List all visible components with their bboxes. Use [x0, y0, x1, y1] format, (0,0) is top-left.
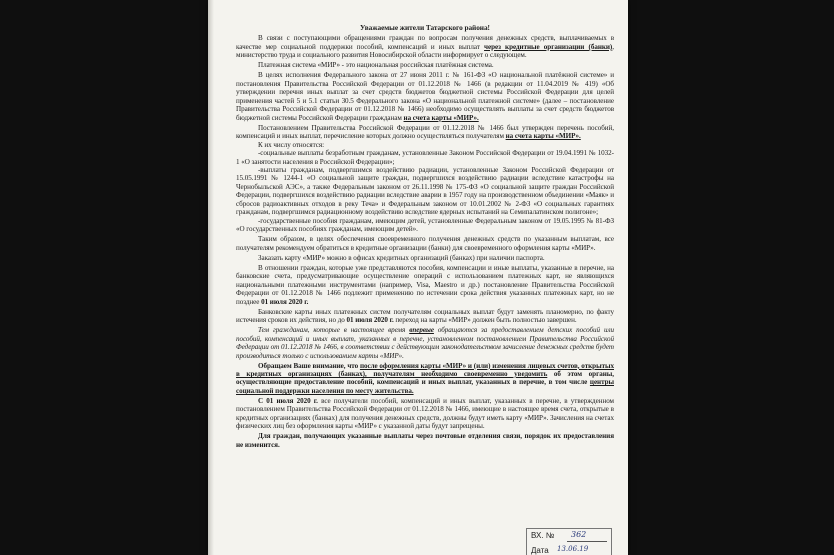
emphasis-notify: после оформления карты «МИР» и (или) изменения лицевых счетов, открытых в кредитных организациях (банках), получателям необходимо своевременно уведомить: [236, 361, 614, 379]
paragraph-order-card: Заказать карту «МИР» можно в офисах кредитных организаций (банках) при наличии паспорта.: [258, 253, 545, 262]
emphasis-mir-accounts: на счета карты «МИР».: [505, 132, 581, 141]
list-item-unemployed: -социальные выплаты безработным гражданам, установленные Законом Российской Федерации от 19.04.1991 № 1032-1 «О занятости населения в Российской Федерации»;: [236, 149, 614, 166]
letter-body: [236, 24, 614, 449]
text: В отношении граждан, которые уже представляются пособия, компенсации и иные выплаты, указанные в перечне, на банковские счета, предусматривающие осуществление операций с использованием платежных карт, не являющихся национальными платежными инструментами (например, Visa, Maestro и др.) постановление Правительства Российской Федерации от 01.12.2018 № 1466 подлежит применению по истечении срока действия указанных платежных карт, но не позднее: [236, 263, 614, 306]
paragraph-recommendation: Таким образом, в целях обеспечения своевременного получения денежных средств по указанным выплатам, все получателям рекомендуем обратиться в кредитные организации (банки) для своевременного оформления карты «МИР».: [236, 235, 614, 252]
text: Тем гражданам, которые в настоящее время: [258, 326, 410, 335]
paragraph-law-basis: [236, 71, 614, 122]
incoming-stamp: [526, 528, 612, 555]
text: переход на карты «МИР» должен быть полностью завершен.: [393, 316, 577, 325]
stamp-number-label: ВХ. №: [531, 531, 555, 540]
list-item-child-benefits: -государственные пособия гражданам, имеющим детей, установленные Федеральным законом от 19.05.1995 № 81-ФЗ «О государственных пособиях гражданам, имеющим детей».: [236, 216, 614, 234]
emphasis-deadline: 01 июля 2020 г.: [346, 316, 394, 325]
emphasis-mir-accounts: на счета карты «МИР».: [403, 113, 479, 122]
paragraph-new-applicants: [236, 326, 614, 360]
paragraph-postal: Для граждан, получающих указанные выплаты через почтовые отделения связи, порядок их предоставления не изменится.: [236, 432, 614, 449]
emphasis-first-time: впервые: [409, 326, 434, 335]
text: Банковские карты иных платежных систем получателям социальных выплат будут заменять планомерно, по факту истечения сроков их действия, но до: [236, 307, 614, 325]
letter-heading: Уважаемые жители Татарского района!: [360, 23, 490, 32]
text: об этом органы, осуществляющие предоставление пособий, компенсаций и иных выплат, указанных в перечне, в том числе: [236, 370, 614, 387]
text: В связи с поступающими обращениями граждан по вопросам получения денежных средств, выплачиваемых в качестве мер социальной поддержки пособий, компенсаций и иных выплат: [236, 34, 614, 51]
emphasis-deadline: С 01 июля 2020 г.: [258, 396, 318, 405]
paragraph-card-replacement: [236, 308, 614, 325]
paragraph-mir-definition: Платежная система «МИР» - это национальная российская платёжная система.: [258, 61, 494, 70]
paragraph-attention: [236, 362, 614, 396]
paragraph-from-july: [236, 397, 614, 431]
stamp-date-label: Дата: [531, 546, 549, 555]
document-page: [208, 0, 628, 555]
text: обращаются за предоставлением детских пособий или пособий, компенсаций и иных выплат, указанных в перечне, установленном постановлением Правительства Российской Федерации от 01.12.2018 № 1466, в соответствии с действующим законодательством зачисление денежных средств будет производиться только с использованием карты «МИР».: [236, 326, 614, 360]
paragraph-resolution: [236, 124, 614, 141]
text: Постановлением Правительства Российской Федерации от 01.12.2018 № 1466 был утвержден перечень пособий, компенсаций и иных выплат, перечисление которых должно осуществляться получателям: [236, 123, 614, 141]
emphasis-social-centers: центры социальной поддержки населения по месту жительства.: [236, 378, 614, 395]
stamp-number-value: 362: [571, 530, 587, 539]
paragraph-existing-cards: [236, 264, 614, 306]
emphasis-deadline: 01 июля 2020 г.: [261, 297, 309, 306]
stamp-date-value: 13.06.19: [557, 545, 589, 553]
text: , министерство труда и социального развития Новосибирской области информирует о следующем.: [236, 42, 614, 60]
text: В целях исполнения Федерального закона от 27 июня 2011 г. № 161-ФЗ «О национальной платёжной системе» и постановления Правительства Российской Федерации от 01.12.2018 № 1466 (в редакции от 11.04.2019 № 419) «Об утверждении перечня иных выплат за счет средств бюджетов бюджетной системы Российской Федерации для целей применения частей 5 и 5.1 статьи 30.5 Федерального закона «О национальной платежной системе» (далее – постановление Правительства Российской Федерации от 01.12.2018 № 1466) необходимо осуществлять выплаты за счет средств бюджетов бюджетной системы Российской Федерации гражданам: [236, 71, 614, 122]
text: все получатели пособий, компенсаций и иных выплат, указанных в перечне, в утвержденном постановлением Правительства Российской Федерации от 01.12.2018 № 1466, имеющие в настоящее время счета, открытые в кредитных организациях (банках) для получения денежных средств, должны будут иметь карту «МИР». Зачисления на счетах физических лиц без оформления карты «МИР» с указанной даты будут запрещены.: [236, 396, 614, 431]
text: Обращаем Ваше внимание, что: [258, 361, 360, 370]
emphasis-credit-organizations: через кредитные организации (банки): [484, 42, 613, 51]
paragraph-list-intro: К их числу относятся:: [258, 140, 324, 149]
stamp-line: [567, 541, 607, 542]
paragraph-intro: [236, 34, 614, 59]
list-item-radiation: -выплаты гражданам, подвергшимся воздействию радиации, установленные Законом Российской Федерации от 15.05.1991 № 1244-1 «О социальной защите граждан, подвергшихся воздействию радиации вследствие катастрофы на Чернобыльской АЭС», а также Федеральным законом от 26.11.1998 № 175-ФЗ «О социальной защите граждан Российской Федерации, подвергшихся воздействию радиации вследствие аварии в 1957 году на производственном объединении «Маяк» и сбросов радиоактивных отходов в реку Теча» и Федеральным законом от 10.01.2002 № 2-ФЗ «О социальных гарантиях гражданам, подвергшимся радиационному воздействию вследствие ядерных испытаний на Семипалатинском полигоне»;: [236, 166, 614, 217]
